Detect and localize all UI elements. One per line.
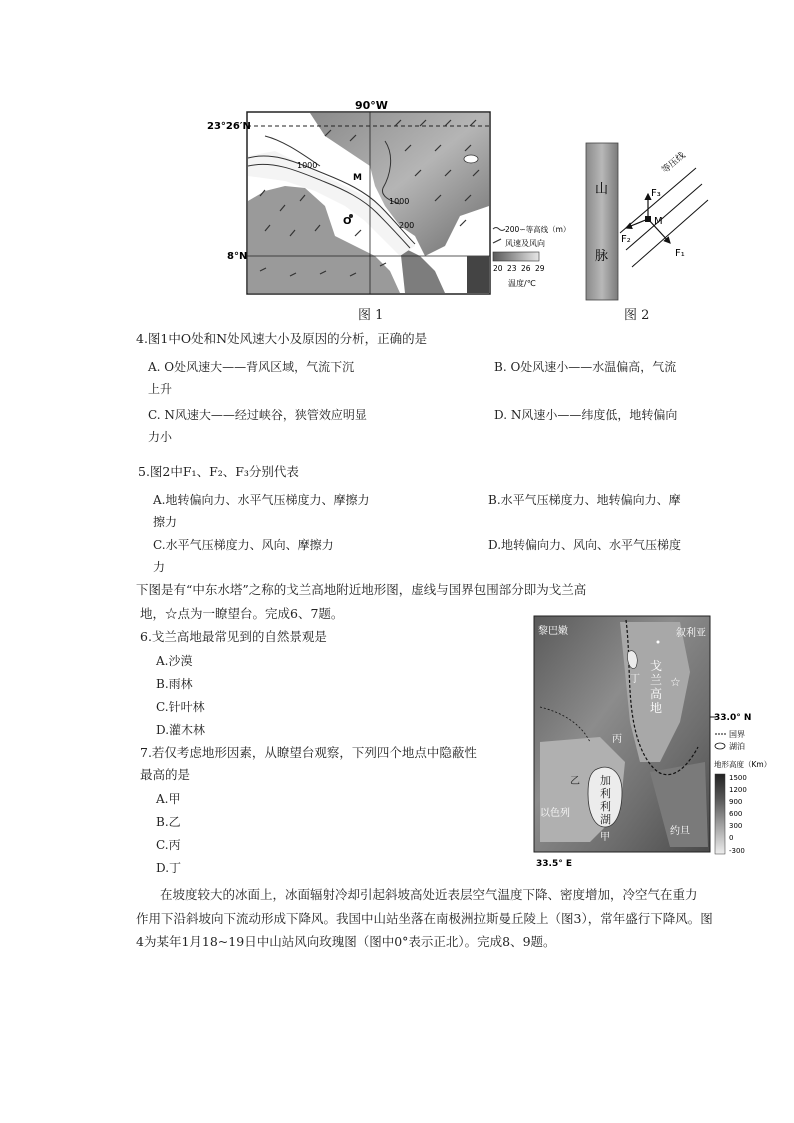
golan-label-lake <box>600 773 611 826</box>
golan-legend-v2: 900 <box>729 798 743 806</box>
fig2-mountain-2: 脉 <box>595 249 609 264</box>
fig1-legend-wind: 风速及风向 <box>505 239 545 248</box>
fig2-f3: F₃ <box>651 188 661 199</box>
golan-label-syria: 叙利亚 <box>676 628 706 639</box>
golan-legend-v5: 0 <box>729 834 734 842</box>
intro-89-line3: 4为某年1月18~19日中山站风向玫瑰图（图中0°表示正北）。完成8、9题。 <box>136 934 556 949</box>
fig1-contour-1000b: 1000 <box>389 197 410 206</box>
fig1-legend-tick-1: 23 <box>507 264 517 273</box>
vertical-char: 加 <box>600 774 611 787</box>
golan-label-lebanon: 黎巴嫩 <box>538 626 568 637</box>
fig2-isobar-label: 等压线 <box>660 150 688 176</box>
q4-option-d-cont: 力小 <box>148 430 173 444</box>
q6-option-d[interactable]: D.灌木林 <box>156 723 206 737</box>
golan-label-ding: 丁 <box>630 674 640 685</box>
q7-option-c[interactable]: C.丙 <box>156 838 181 852</box>
golan-map-svg <box>530 612 782 874</box>
fig1-point-n: N <box>445 267 453 277</box>
q7-stem: 7.若仅考虑地形因素，从瞭望台观察，下列四个地点中隐蔽性 <box>140 745 477 760</box>
fig2-f2: F₂ <box>621 234 631 245</box>
fig2-f1: F₁ <box>675 248 685 259</box>
golan-map <box>530 612 782 874</box>
golan-label-israel: 以色列 <box>540 808 570 819</box>
golan-legend-lake: 湖泊 <box>729 742 745 751</box>
golan-legend-v1: 1200 <box>729 786 747 794</box>
golan-legend-v3: 600 <box>729 810 743 818</box>
figure-1-caption: 图 1 <box>358 308 384 323</box>
golan-lat: 33.0° N <box>714 713 752 723</box>
intro-89-line2: 作用下沿斜坡向下流动形成下降风。我国中山站坐落在南极洲拉斯曼丘陵上（图3），常年盛行下降风。图 <box>136 911 713 926</box>
mountain-bar <box>586 143 618 300</box>
figure-1 <box>205 96 571 301</box>
fig1-point-m: M <box>353 173 362 183</box>
fig1-contour-200: 200 <box>399 221 415 230</box>
golan-lon: 33.5° E <box>536 859 572 869</box>
fig1-point-o: O <box>343 216 352 227</box>
golan-label-bing: 丙 <box>612 734 622 745</box>
golan-legend-v4: 300 <box>729 822 743 830</box>
q6-stem: 6.戈兰高地最常见到的自然景观是 <box>140 629 327 644</box>
fig1-lat-top: 23°26′N <box>207 121 251 132</box>
fig1-lat-bottom: 8°N <box>227 251 248 262</box>
figure-1-map <box>205 96 571 301</box>
golan-legend-title: 地形高度（Km） <box>714 760 772 769</box>
vertical-char: 湖 <box>600 813 611 826</box>
q6-option-c[interactable]: C.针叶林 <box>156 700 205 714</box>
q4-option-d[interactable]: D. N风速小——纬度低，地转偏向 <box>494 408 678 422</box>
vertical-char: 兰 <box>650 673 663 687</box>
q7-option-d[interactable]: D.丁 <box>156 861 182 875</box>
q5-stem: 5.图2中F₁、F₂、F₃分别代表 <box>138 464 299 479</box>
golan-legend-v0: 1500 <box>729 774 747 782</box>
q5-option-d-cont: 力 <box>153 560 166 574</box>
vertical-char: 戈 <box>650 659 663 673</box>
vertical-char: 利 <box>600 787 611 800</box>
fig2-mountain-1: 山 <box>595 182 609 197</box>
q5-option-b-cont: 擦力 <box>153 515 178 529</box>
q7-option-a[interactable]: A.甲 <box>156 792 181 806</box>
fig1-legend-tick-3: 29 <box>535 264 545 273</box>
golan-label-yi: 乙 <box>570 776 580 787</box>
fig1-contour-1000a: 1000 <box>297 161 318 170</box>
fig2-point-m: M <box>654 216 663 227</box>
figure-2 <box>578 138 708 303</box>
q4-option-b-cont: 上升 <box>148 382 173 396</box>
vertical-char: 高 <box>650 687 663 701</box>
intro-67-line1: 下图是有“中东水塔”之称的戈兰高地附近地形图，虚线与国界包围部分即为戈兰高 <box>136 582 587 597</box>
fig1-legend-tick-2: 26 <box>521 264 531 273</box>
golan-legend-border: 国界 <box>729 730 745 739</box>
figure-2-caption: 图 2 <box>624 308 650 323</box>
q6-option-a[interactable]: A.沙漠 <box>156 654 193 668</box>
fig1-lon-label: 90°W <box>355 99 388 112</box>
q7-stem-cont: 最高的是 <box>140 767 191 782</box>
q5-option-a[interactable]: A.地转偏向力、水平气压梯度力、摩擦力 <box>153 493 370 507</box>
golan-legend-v6: -300 <box>729 847 745 855</box>
q4-stem: 4.图1中O处和N处风速大小及原因的分析，正确的是 <box>136 331 428 346</box>
q5-option-c[interactable]: C.水平气压梯度力、风向、摩擦力 <box>153 538 334 552</box>
golan-label-jia: 甲 <box>600 832 610 843</box>
q4-option-c[interactable]: C. N风速大——经过峡谷，狭管效应明显 <box>148 408 367 422</box>
q6-option-b[interactable]: B.雨林 <box>156 677 193 691</box>
vertical-char: 利 <box>600 800 611 813</box>
vertical-char: 地 <box>650 701 663 715</box>
q5-option-d[interactable]: D.地转偏向力、风向、水平气压梯度 <box>488 538 682 552</box>
fig1-legend-contour: 200∽等高线（m） <box>505 225 571 234</box>
svg-text:☆: ☆ <box>670 675 681 689</box>
fig1-legend-tick-0: 20 <box>493 264 503 273</box>
q4-option-a[interactable]: A. O处风速大——背风区域，气流下沉 <box>148 360 355 374</box>
q7-option-b[interactable]: B.乙 <box>156 815 181 829</box>
golan-label-golan <box>650 658 662 715</box>
q4-option-b[interactable]: B. O处风速小——水温偏高，气流 <box>494 360 677 374</box>
golan-label-jordan: 约旦 <box>670 826 690 837</box>
intro-67-line2: 地，☆点为一瞭望台。完成6、7题。 <box>140 606 344 621</box>
figure-2-diagram <box>578 138 708 303</box>
q5-option-b[interactable]: B.水平气压梯度力、地转偏向力、摩 <box>488 493 681 507</box>
fig1-legend-temp: 温度/℃ <box>508 279 536 288</box>
intro-89-line1: 在坡度较大的冰面上，冰面辐射冷却引起斜坡高处近表层空气温度下降、密度增加，冷空气在重力 <box>160 887 698 902</box>
